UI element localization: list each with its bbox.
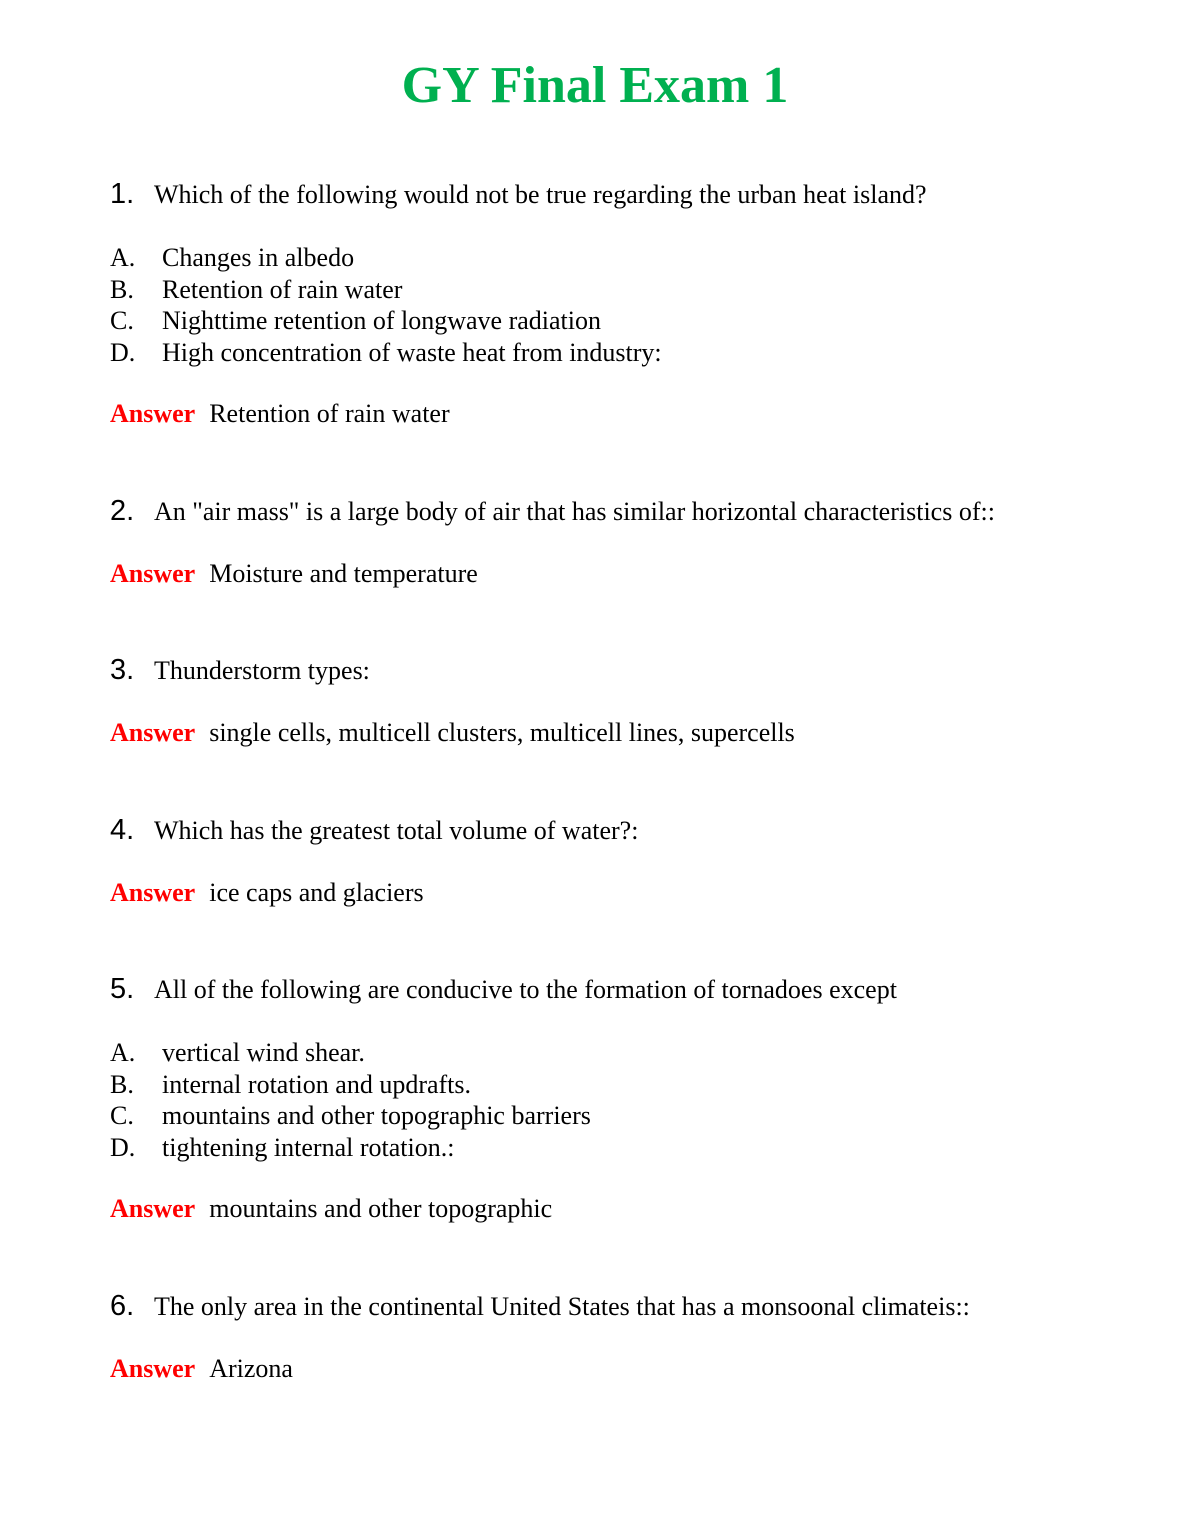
- option-letter: A.: [110, 243, 136, 272]
- option-a: [110, 1037, 591, 1069]
- question-number: 6.: [110, 1290, 135, 1322]
- answer-text: Arizona: [209, 1354, 293, 1383]
- option-text: Changes in albedo: [162, 243, 355, 272]
- option-c: [110, 1100, 591, 1132]
- answer-2: [110, 558, 478, 590]
- answer-text: mountains and other topographic: [209, 1194, 553, 1223]
- option-letter: D.: [110, 1132, 136, 1162]
- question-3: [110, 654, 370, 687]
- answer-6: [110, 1353, 293, 1385]
- answer-text: ice caps and glaciers: [209, 878, 424, 907]
- option-letter: A.: [110, 1038, 136, 1067]
- question-number: 4.: [110, 814, 135, 846]
- answer-3: [110, 717, 795, 749]
- question-1: [110, 178, 927, 211]
- option-letter: C.: [110, 306, 134, 335]
- question-2: [110, 495, 995, 528]
- option-text: vertical wind shear.: [162, 1038, 365, 1067]
- answer-label: Answer: [110, 1354, 196, 1383]
- answer-text: single cells, multicell clusters, multicell lines, supercells: [209, 718, 795, 747]
- question-text: Which of the following would not be true regarding the urban heat island?: [154, 180, 927, 209]
- question-6: [110, 1290, 970, 1323]
- option-text: High concentration of waste heat from industry:: [162, 337, 662, 367]
- question-4: [110, 814, 638, 847]
- option-text: Nighttime retention of longwave radiation: [162, 306, 601, 335]
- option-b: [110, 1069, 591, 1101]
- option-b: [110, 274, 662, 306]
- question-5: [110, 973, 897, 1006]
- answer-1: [110, 398, 450, 430]
- answer-text: Retention of rain water: [209, 399, 450, 428]
- question-1-options: [110, 242, 662, 368]
- question-text: Thunderstorm types:: [154, 656, 370, 685]
- option-d: [110, 337, 662, 369]
- exam-title: GY Final Exam 1: [401, 57, 789, 114]
- answer-label: Answer: [110, 718, 196, 747]
- option-c: [110, 305, 662, 337]
- question-number: 5.: [110, 973, 135, 1005]
- answer-4: [110, 877, 424, 909]
- question-text: Which has the greatest total volume of water?:: [154, 816, 639, 845]
- option-d: [110, 1132, 591, 1164]
- answer-text: Moisture and temperature: [209, 559, 478, 588]
- question-number: 3.: [110, 654, 135, 686]
- question-number: 2.: [110, 495, 135, 527]
- option-text: tightening internal rotation.:: [162, 1132, 455, 1162]
- option-letter: B.: [110, 274, 134, 304]
- option-a: [110, 242, 662, 274]
- answer-label: Answer: [110, 1194, 196, 1223]
- question-text: All of the following are conducive to the formation of tornadoes except: [154, 975, 897, 1004]
- question-text: The only area in the continental United States that has a monsoonal climateis::: [154, 1292, 970, 1321]
- option-text: internal rotation and updrafts.: [162, 1069, 472, 1099]
- option-letter: D.: [110, 337, 136, 367]
- option-letter: B.: [110, 1069, 134, 1099]
- answer-label: Answer: [110, 559, 196, 588]
- question-number: 1.: [110, 178, 135, 210]
- answer-5: [110, 1193, 552, 1225]
- answer-label: Answer: [110, 399, 196, 428]
- answer-label: Answer: [110, 878, 196, 907]
- option-text: mountains and other topographic barriers: [162, 1101, 591, 1130]
- question-text: An "air mass" is a large body of air that has similar horizontal characteristics of::: [154, 497, 995, 526]
- option-letter: C.: [110, 1101, 134, 1130]
- option-text: Retention of rain water: [162, 274, 403, 304]
- question-5-options: [110, 1037, 591, 1163]
